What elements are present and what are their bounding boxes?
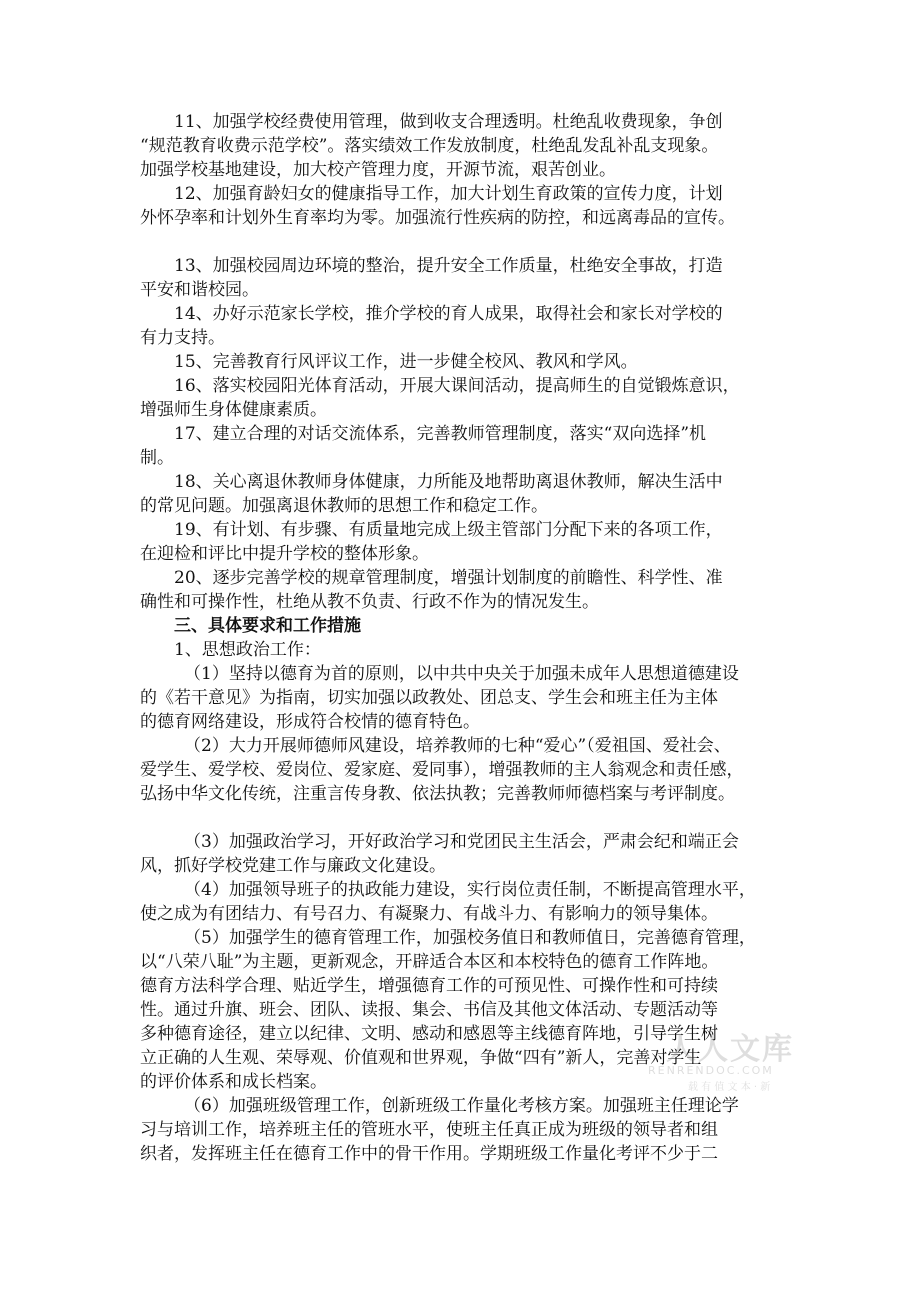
text-line: 平安和谐校园。 <box>140 280 259 300</box>
text-line: 18、关心离退休教师身体健康，力所能及地帮助离退休教师，解决生活中 <box>174 472 723 492</box>
text-line: 11、加强学校经费使用管理，做到收支合理透明。杜绝乱收费现象，争创 <box>174 112 723 132</box>
text-line: 13、加强校园周边环境的整治，提升安全工作质量，杜绝安全事故，打造 <box>174 256 723 276</box>
text-line: 17、建立合理的对话交流体系，完善教师管理制度，落实“双向选择”机 <box>174 424 707 444</box>
text-line: 19、有计划、有步骤、有质量地完成上级主管部门分配下来的各项工作， <box>174 520 723 540</box>
watermark-main-text: 人人文库 <box>666 1032 794 1067</box>
text-line: 14、办好示范家长学校，推介学校的育人成果，取得社会和家长对学校的 <box>174 304 723 324</box>
text-line: 15、完善教育行风评议工作，进一步健全校风、教风和学风。 <box>174 352 638 372</box>
text-line: 的常见问题。加强离退休教师的思想工作和稳定工作。 <box>140 496 548 516</box>
text-line: “规范教育收费示范学校”。落实绩效工作发放制度，杜绝乱发乱补乱支现象。 <box>140 136 719 156</box>
text-line: 的评价体系和成长档案。 <box>140 1072 327 1092</box>
text-line: 有力支持。 <box>140 328 225 348</box>
text-line: （2）大力开展师德师风建设，培养教师的七种“爱心”（爱祖国、爱社会、 <box>184 736 731 756</box>
text-line: （1）坚持以德育为首的原则，以中共中央关于加强未成年人思想道德建设 <box>184 664 739 684</box>
text-line: 20、逐步完善学校的规章管理制度，增强计划制度的前瞻性、科学性、准 <box>174 568 723 588</box>
text-line: 12、加强育龄妇女的健康指导工作，加大计划生育政策的宣传力度，计划 <box>174 184 723 204</box>
text-line: 以“八荣八耻”为主题，更新观念，开辟适合本区和本校特色的德育工作阵地。 <box>140 952 719 972</box>
text-line: 1、思想政治工作： <box>174 640 321 660</box>
text-line: （3）加强政治学习，开好政治学习和党团民主生活会，严肃会纪和端正会 <box>184 832 739 852</box>
text-line: （5）加强学生的德育管理工作，加强校务值日和教师值日，完善德育管理， <box>184 928 756 948</box>
text-line: 多种德育途径，建立以纪律、文明、感动和感恩等主线德育阵地，引导学生树 <box>140 1024 718 1044</box>
text-line: 织者，发挥班主任在德育工作中的骨干作用。学期班级工作量化考评不少于二 <box>140 1144 718 1164</box>
text-line: 制。 <box>140 448 174 468</box>
text-line: 爱学生、爱学校、爱岗位、爱家庭、爱同事），增强教师的主人翁观念和责任感， <box>140 760 744 780</box>
text-line: 习与培训工作，培养班主任的管班水平，使班主任真正成为班级的领导者和组 <box>140 1120 718 1140</box>
text-line: 风，抓好学校党建工作与廉政文化建设。 <box>140 856 446 876</box>
watermark-url: RENRENDOC.COM <box>648 1064 774 1077</box>
text-line: 的《若干意见》为指南，切实加强以政教处、团总支、学生会和班主任为主体 <box>140 688 718 708</box>
text-line: 在迎检和评比中提升学校的整体形象。 <box>140 544 429 564</box>
text-line: 确性和可操作性，杜绝从教不负责、行政不作为的情况发生。 <box>140 592 599 612</box>
text-line: 弘扬中华文化传统，注重言传身教、依法执教；完善教师师德档案与考评制度。 <box>140 784 735 804</box>
text-line: （4）加强领导班子的执政能力建设，实行岗位责任制，不断提高管理水平， <box>184 880 756 900</box>
text-line: 的德育网络建设，形成符合校情的德育特色。 <box>140 712 480 732</box>
text-line: 立正确的人生观、荣辱观、价值观和世界观，争做“四有”新人，完善对学生 <box>140 1048 702 1068</box>
text-line: 加强学校基地建设，加大校产管理力度，开源节流，艰苦创业。 <box>140 160 616 180</box>
blank-line <box>140 230 780 254</box>
text-line: （6）加强班级管理工作，创新班级工作量化考核方案。加强班主任理论学 <box>184 1096 739 1116</box>
text-line: 德育方法科学合理、贴近学生，增强德育工作的可预见性、可操作性和可持续 <box>140 976 718 996</box>
watermark-tagline: 载 有 值 文 本 · 新 <box>688 1082 771 1093</box>
text-line: 使之成为有团结力、有号召力、有凝聚力、有战斗力、有影响力的领导集体。 <box>140 904 718 924</box>
document-page <box>140 110 780 1166</box>
section-heading: 三、具体要求和工作措施 <box>174 616 361 636</box>
text-line: 16、落实校园阳光体育活动，开展大课间活动，提高师生的自觉锻炼意识， <box>174 376 740 396</box>
text-line: 外怀孕率和计划外生育率均为零。加强流行性疾病的防控，和远离毒品的宣传。 <box>140 208 735 228</box>
blank-line <box>140 806 780 830</box>
text-line: 增强师生身体健康素质。 <box>140 400 327 420</box>
text-line: 性。通过升旗、班会、团队、读报、集会、书信及其他文体活动、专题活动等 <box>140 1000 718 1020</box>
